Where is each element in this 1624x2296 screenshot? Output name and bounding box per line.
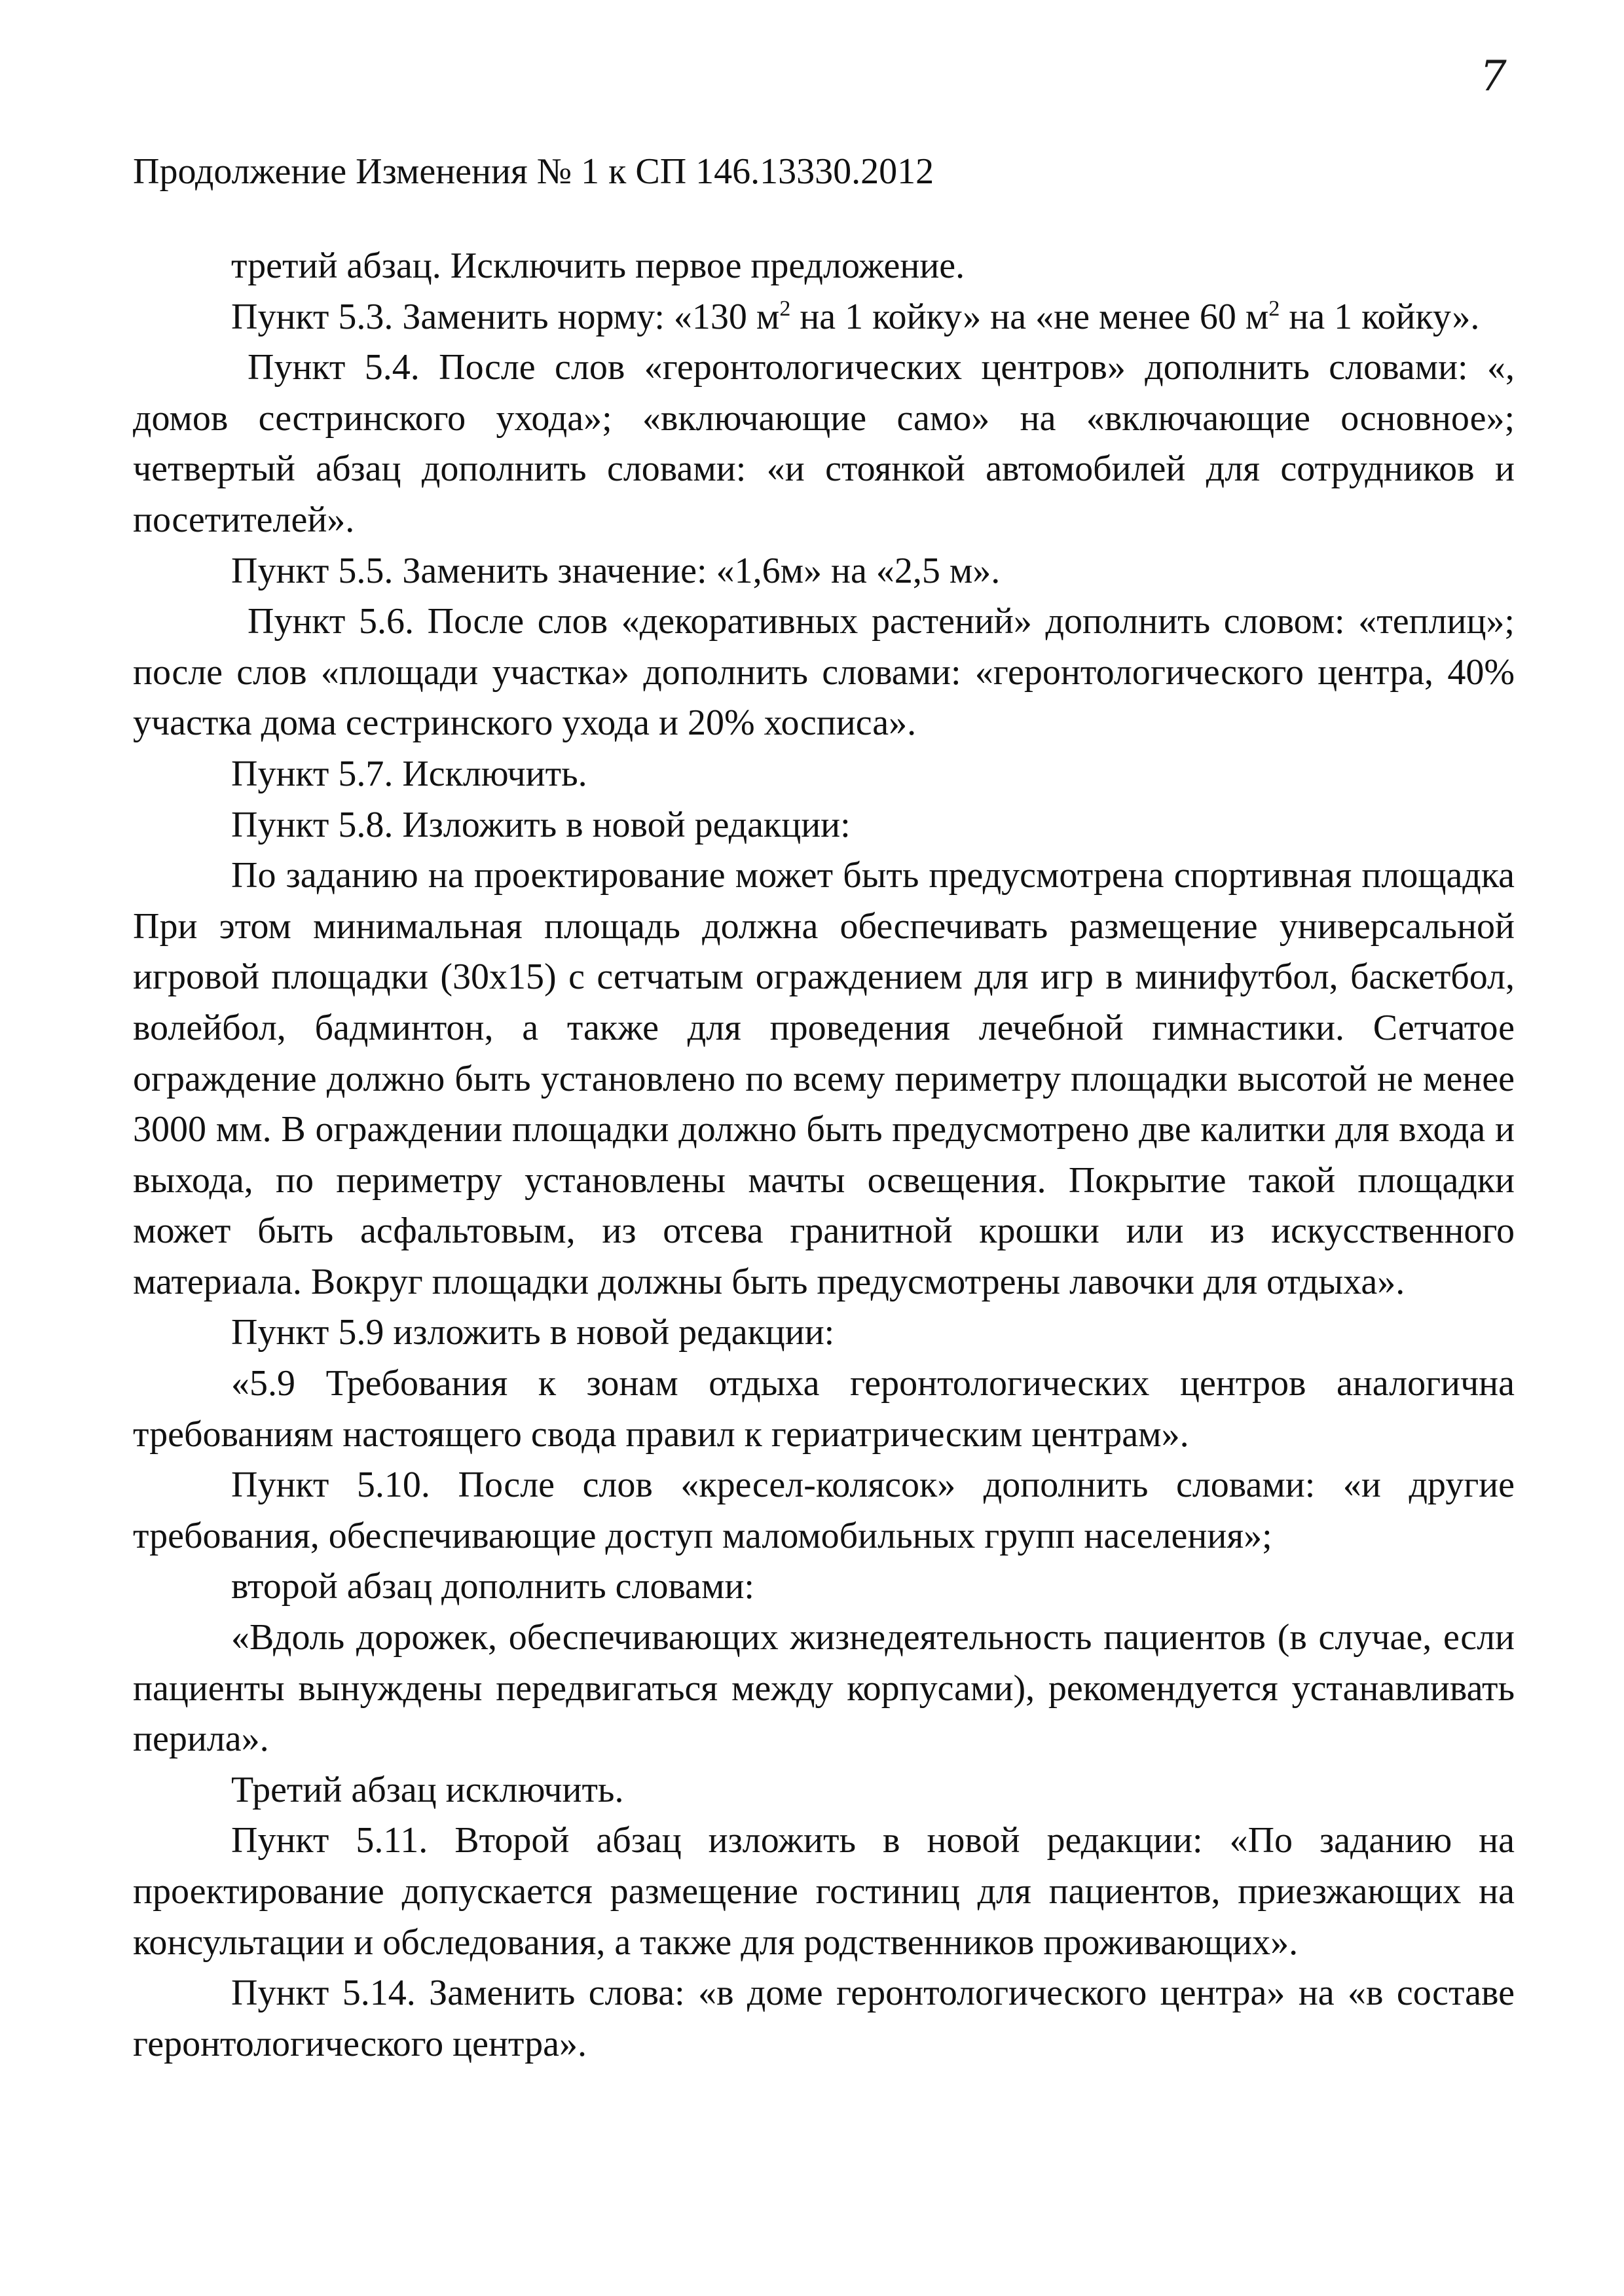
paragraph-2-part-b: на 1 койку» на «не менее 60 м <box>790 296 1269 337</box>
page-number: 7 <box>1480 52 1507 101</box>
paragraph-5: Пункт 5.6. После слов «декоративных растений» дополнить словом: «теплиц»; после слов «площади участка» дополнить словами: «геронтологического центра, 40% участка дома сестринского ухода и 20% хосписа». <box>133 601 1515 744</box>
paragraph-4: Пункт 5.5. Заменить значение: «1,6м» на «2,5 м». <box>231 550 1001 591</box>
paragraph-2-part-a: Пункт 5.3. Заменить норму: «130 м <box>231 296 780 337</box>
paragraph-15: Пункт 5.11. Второй абзац изложить в новой редакции: «По заданию на проектирование допускается размещение гостиниц для пациентов, приезжающих на консультации и обследования, а также для родственников проживающих». <box>133 1820 1515 1963</box>
paragraph-2-part-c: на 1 койку». <box>1280 296 1480 337</box>
paragraph-8: По заданию на проектирование может быть предусмотрена спортивная площадка При этом минимальная площадь должна обеспечивать размещение универсальной игровой площадки (30х15) с сетчатым ограждением для игр в минифутбол, баскетбол, волейбол, бадминтон, а также для проведения лечебной гимнастики. Сетчатое ограждение должно быть установлено по всему периметру площадки высотой не менее 3000 мм. В ограждении площадки должно быть предусмотрено две калитки для входа и выхода, по периметру установлены мачты освещения. Покрытие такой площадки может быть асфальтовым, из отсева гранитной крошки или из искусственного материала. Вокруг площадки должны быть предусмотрены лавочки для отдыха». <box>133 855 1515 1302</box>
superscript-squared: 2 <box>1268 296 1280 321</box>
paragraph-7: Пункт 5.8. Изложить в новой редакции: <box>231 804 851 845</box>
paragraph-10: «5.9 Требования к зонам отдыха геронтологических центров аналогична требованиям настоящего свода правил к гериатрическим центрам». <box>133 1363 1515 1455</box>
paragraph-9: Пункт 5.9 изложить в новой редакции: <box>231 1312 835 1353</box>
paragraph-2 <box>133 292 1515 343</box>
paragraph-14: Третий абзац исключить. <box>231 1769 624 1810</box>
paragraph-16: Пункт 5.14. Заменить слова: «в доме геронтологического центра» на «в составе геронтологического центра». <box>133 1973 1515 2064</box>
paragraph-12: второй абзац дополнить словами: <box>231 1566 754 1607</box>
paragraph-6: Пункт 5.7. Исключить. <box>231 753 587 794</box>
paragraph-11: Пункт 5.10. После слов «кресел-колясок» дополнить словами: «и другие требования, обеспечивающие доступ маломобильных групп населения»; <box>133 1465 1515 1556</box>
paragraph-13: «Вдоль дорожек, обеспечивающих жизнедеятельность пациентов (в случае, если пациенты вынуждены передвигаться между корпусами), рекомендуется устанавливать перила». <box>133 1617 1515 1760</box>
document-body <box>133 241 1515 2069</box>
superscript-squared: 2 <box>779 296 791 321</box>
document-header: Продолжение Изменения № 1 к СП 146.13330.2012 <box>133 151 934 192</box>
paragraph-1: третий абзац. Исключить первое предложение. <box>231 246 965 286</box>
paragraph-3: Пункт 5.4. После слов «геронтологических центров» дополнить словами: «, домов сестринского ухода»; «включающие само» на «включающие основное»; четвертый абзац дополнить словами: «и стоянкой автомобилей для сотрудников и посетителей». <box>133 347 1515 540</box>
